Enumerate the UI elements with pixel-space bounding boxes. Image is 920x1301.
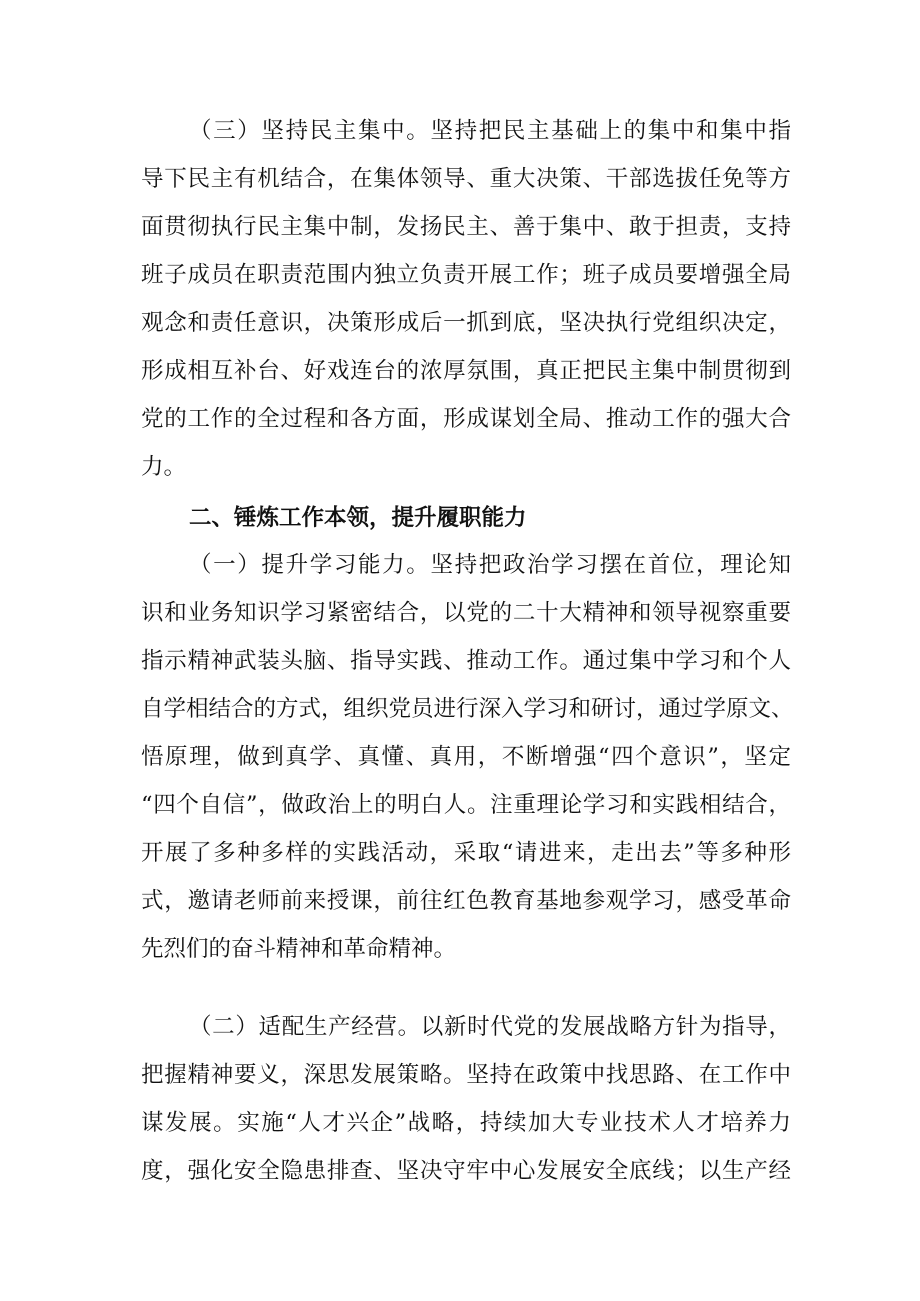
text-line: 悟原理，做到真学、真懂、真用，不断增强“四个意识”，坚定 [141,744,791,770]
text-line: 导下民主有机结合，在集体领导、重大决策、干部选拔任免等方 [141,166,791,192]
text-line: （一）提升学习能力。坚持把政治学习摆在首位，理论知 [189,552,791,578]
text-line: 式，邀请老师前来授课，前往红色教育基地参观学习，感受革命 [141,888,791,914]
text-line: 班子成员在职责范围内独立负责开展工作；班子成员要增强全局 [141,262,791,288]
text-line: 自学相结合的方式，组织党员进行深入学习和研讨，通过学原文、 [141,696,794,722]
text-line: 先烈们的奋斗精神和革命精神。 [141,936,457,962]
text-line: 指示精神武装头脑、指导实践、推动工作。通过集中学习和个人 [141,648,791,674]
text-line: “四个自信”，做政治上的明白人。注重理论学习和实践相结合， [141,792,791,818]
text-line: 形成相互补台、好戏连台的浓厚氛围，真正把民主集中制贯彻到 [141,358,791,384]
text-line: （三）坚持民主集中。坚持把民主基础上的集中和集中指 [189,118,791,144]
text-line: 度，强化安全隐患排查、坚决守牢中心发展安全底线；以生产经 [141,1158,791,1184]
text-line: （二）适配生产经营。以新时代党的发展战略方针为指导， [189,1014,791,1040]
text-line: 党的工作的全过程和各方面，形成谋划全局、推动工作的强大合 [141,406,791,432]
text-line: 开展了多种多样的实践活动，采取“请进来，走出去”等多种形 [141,840,791,866]
text-line: 识和业务知识学习紧密结合，以党的二十大精神和领导视察重要 [141,600,791,626]
section-heading: 二、锤炼工作本领，提升履职能力 [189,505,527,531]
text-line: 面贯彻执行民主集中制，发扬民主、善于集中、敢于担责，支持 [141,214,791,240]
text-line: 谋发展。实施“人才兴企”战略，持续加大专业技术人才培养力 [141,1110,791,1136]
text-line: 观念和责任意识，决策形成后一抓到底，坚决执行党组织决定， [141,310,791,336]
text-line: 把握精神要义，深思发展策略。坚持在政策中找思路、在工作中 [141,1062,791,1088]
text-line: 力。 [141,454,187,480]
